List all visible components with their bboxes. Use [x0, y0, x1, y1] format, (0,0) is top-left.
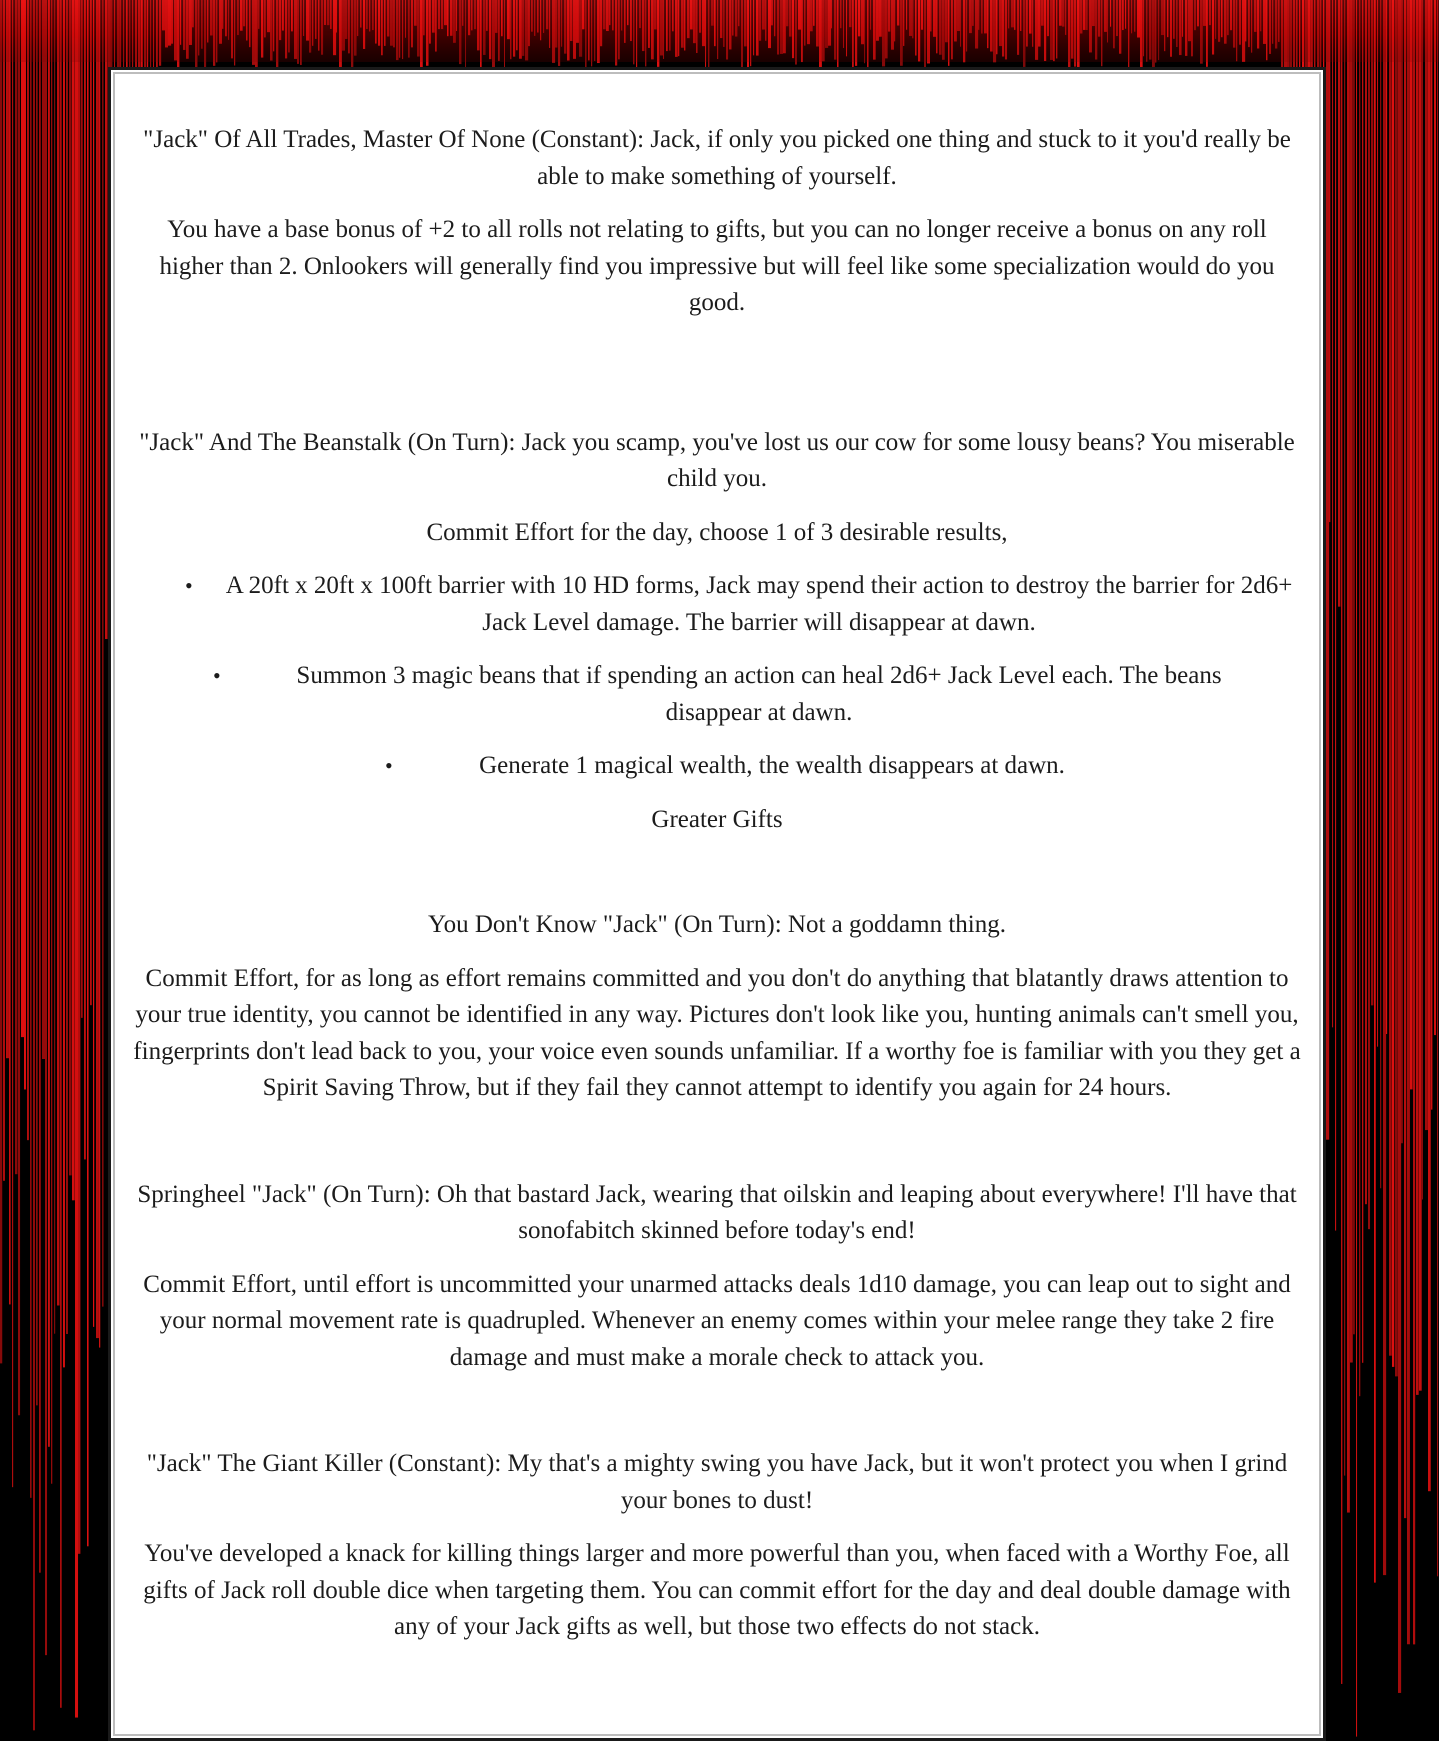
curtain-stripe [1371, 0, 1373, 1005]
curtain-stripe [84, 0, 86, 1159]
curtain-stripe [27, 0, 29, 1140]
curtain-stripe [90, 0, 92, 1005]
curtain-stripe [6, 0, 9, 1058]
curtain-stripe [1437, 0, 1438, 1576]
curtain-stripe [1401, 0, 1403, 1143]
curtain-stripe [1347, 0, 1350, 1513]
curtain-stripe [69, 0, 72, 1175]
beanstalk-option-beans [133, 658, 1301, 731]
curtain-stripe [1413, 0, 1415, 1644]
curtain-stripe [45, 0, 47, 1655]
beanstalk-option-wealth [133, 748, 1301, 785]
curtain-stripe [1431, 0, 1432, 1110]
section-heading-greater-gifts: Greater Gifts [651, 805, 783, 833]
curtain-stripe [1356, 0, 1357, 1737]
curtain-stripe [1350, 0, 1353, 1363]
curtain-stripe [1335, 0, 1336, 1231]
curtain-stripe [39, 0, 41, 1573]
curtain-stripe [1392, 0, 1394, 1367]
curtain-stripe [1329, 0, 1330, 522]
document-panel [108, 67, 1326, 1741]
curtain-stripe [99, 0, 100, 1348]
curtain-stripe [93, 0, 94, 1327]
curtain-stripe [1368, 0, 1370, 1229]
curtain-stripe [1386, 0, 1387, 1034]
curtain-stripe [1434, 0, 1436, 1035]
curtain-stripe [3, 0, 5, 1181]
curtain-stripe [87, 0, 89, 1546]
curtain-stripe [1383, 0, 1386, 1575]
curtain-stripe [48, 0, 50, 1447]
gift-description-jack-the-giant-killer: You've developed a knack for killing things larger and more powerful than you, when faced with a Worthy Foe, all gifts of Jack roll double dice when targeting them. You can commit effort for the day and deal double damage with any of your Jack gifts as well, but those two effects do not stack. [143, 1540, 1291, 1640]
document-content [133, 122, 1301, 1646]
gift-title-jack-the-giant-killer: "Jack" The Giant Killer (Constant): My that's a mighty swing you have Jack, but it won't protect you when I grind your bones to dust! [146, 1450, 1288, 1514]
curtain-stripe [18, 0, 20, 1415]
curtain-stripe [1344, 0, 1345, 1476]
curtain-stripe [1416, 0, 1419, 1395]
gift-description-jack-and-the-beanstalk: Commit Effort for the day, choose 1 of 3 desirable results, [426, 518, 1008, 546]
curtain-stripe [1419, 0, 1422, 1391]
curtain-stripe [12, 0, 13, 1487]
curtain-stripe [1353, 0, 1355, 1334]
curtain-stripe [1341, 0, 1342, 1684]
curtain-stripe [30, 0, 32, 1498]
curtain-stripe [102, 0, 104, 1307]
curtain-stripe [60, 0, 62, 1708]
curtain-stripe [15, 0, 17, 1174]
curtain-top-band [0, 0, 1439, 62]
curtain-stripe [36, 0, 38, 1405]
gift-title-springheel-jack: Springheel "Jack" (On Turn): Oh that bastard Jack, wearing that oilskin and leaping about everywhere! I'll have that sonofabitch skinned before today's end! [137, 1180, 1297, 1244]
curtain-stripe [33, 0, 35, 1730]
bullet-icon: • [385, 753, 393, 778]
curtain-stripe [9, 0, 11, 1304]
curtain-stripe [1380, 0, 1381, 1188]
gift-title-jack-and-the-beanstalk: "Jack" And The Beanstalk (On Turn): Jack you scamp, you've lost us our cow for some lousy beans? You miserable child you. [139, 428, 1295, 492]
curtain-stripe [1407, 0, 1410, 1644]
gift-description-springheel-jack: Commit Effort, until effort is uncommitted your unarmed attacks deals 1d10 damage, you can leap out to sight and your normal movement rate is quadrupled. Whenever an enemy comes within your melee range they take 2 fire damage and must make a morale check to attack you. [143, 1270, 1291, 1371]
beanstalk-option-barrier-text: A 20ft x 20ft x 100ft barrier with 10 HD forms, Jack may spend their action to destroy the barrier for 2d6+ Jack Level damage. The barrier will disappear at dawn. [225, 572, 1293, 636]
curtain-stripe [1365, 0, 1367, 1204]
curtain-stripe [1362, 0, 1363, 1363]
curtain-stripe [57, 0, 59, 1305]
curtain-stripe [1410, 0, 1413, 1089]
bullet-icon: • [185, 573, 193, 598]
curtain-stripe [1326, 0, 1329, 1140]
gift-title-you-dont-know-jack: You Don't Know "Jack" (On Turn): Not a goddamn thing. [428, 911, 1006, 938]
gift-title-jack-of-all-trades: "Jack" Of All Trades, Master Of None (Constant): Jack, if only you picked one thing and stuck to it you'd really be able to make something of yourself. [143, 126, 1291, 190]
curtain-stripe [54, 0, 55, 1334]
curtain-stripe [1425, 0, 1428, 1130]
curtain-stripe [1422, 0, 1423, 1199]
curtain-stripe [1389, 0, 1392, 1356]
curtain-stripe [1428, 0, 1431, 1491]
beanstalk-option-barrier [133, 568, 1301, 641]
curtain-stripe [1404, 0, 1406, 1518]
curtain-stripe [75, 0, 78, 1718]
curtain-stripe [1332, 0, 1333, 1027]
curtain-stripe [1374, 0, 1376, 1583]
gift-description-jack-of-all-trades: You have a base bonus of +2 to all rolls not relating to gifts, but you can no longer receive a bonus on any roll higher than 2. Onlookers will generally find you impressive but will feel like some specialization would do you good. [159, 216, 1275, 316]
curtain-stripe [1398, 0, 1401, 1693]
beanstalk-option-wealth-text: Generate 1 magical wealth, the wealth disappears at dawn. [479, 752, 1065, 779]
curtain-stripe [1359, 0, 1360, 1396]
curtain-stripe [51, 0, 52, 1484]
curtain-stripe [24, 0, 26, 1089]
curtain-stripe [63, 0, 65, 1367]
curtain-stripe [0, 0, 2, 1363]
beanstalk-option-beans-text: Summon 3 magic beans that if spending an action can heal 2d6+ Jack Level each. The beans disappear at dawn. [296, 662, 1222, 726]
curtain-stripe [21, 0, 24, 1037]
curtain-stripe [42, 0, 45, 1059]
curtain-stripe [1338, 0, 1340, 607]
gift-description-you-dont-know-jack: Commit Effort, for as long as effort remains committed and you don't do anything that blatantly draws attention to your true identity, you cannot be identified in any way. Pictures don't look like you, hunting animals can't smell you, fingerprints don't lead back to you, your voice even sounds unfamiliar. If a worthy foe is familiar with you they get a Spirit Saving Throw, but if they fail they cannot attempt to identify you again for 24 hours. [133, 964, 1301, 1101]
curtain-stripe [78, 0, 80, 1554]
curtain-stripe [81, 0, 83, 1018]
curtain-stripe [1377, 0, 1378, 1047]
curtain-stripe [96, 0, 99, 1338]
bullet-icon: • [213, 663, 221, 688]
curtain-stripe [66, 0, 68, 1334]
curtain-stripe [1395, 0, 1398, 1376]
curtain-stripe [72, 0, 75, 1200]
